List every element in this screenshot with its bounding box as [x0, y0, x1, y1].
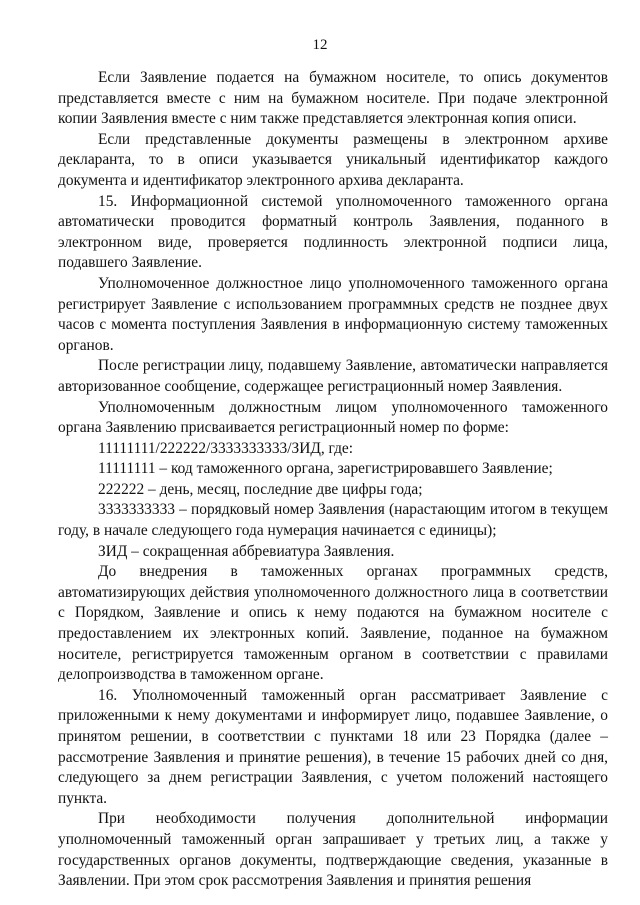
paragraph-additional-info: При необходимости получения дополнительной информации уполномоченный таможенный орган запрашивает у третьих лиц, а также у государственных органов документы, подтверждающие сведения, указанные в Заявлении. При этом срок рассмотрения Заявления и принятия решения: [58, 810, 608, 890]
paragraph-electronic-archive: Если представленные документы размещены в электронном архиве декларанта, то в описи указывается уникальный идентификатор каждого документа и идентификатор электронного архива декларанта.: [58, 130, 608, 189]
document-body: [58, 68, 608, 892]
paragraph-item-15: 15. Информационной системой уполномоченного таможенного органа автоматически проводится форматный контроль Заявления, поданного в электронном виде, проверяется подлинность электронной подписи лица, подавшего Заявление.: [58, 192, 608, 272]
paragraph-registration: Уполномоченное должностное лицо уполномоченного таможенного органа регистрирует Заявление с использованием программных средств не позднее двух часов с момента поступления Заявления в информационную систему таможенных органов.: [58, 274, 608, 354]
paragraph-date-code: 222222 – день, месяц, последние две цифры года;: [98, 480, 423, 498]
paragraph-number-format: 11111111/222222/3333333333/ЗИД, где:: [98, 439, 354, 457]
paragraph-notification: После регистрации лицу, подавшему Заявление, автоматически направляется авторизованное сообщение, содержащее регистрационный номер Заявления.: [58, 357, 608, 395]
paragraph-before-implementation: До внедрения в таможенных органах программных средств, автоматизирующих действия уполномоченного должностного лица в соответствии с Порядком, Заявление и опись к нему подаются на бумажном носителе с предоставлением их электронных копий. Заявление, поданное на бумажном носителе, регистрируется таможенным органом в соответствии с правилами делопроизводства в таможенном органе.: [58, 563, 608, 684]
page-number: 12: [312, 37, 328, 53]
paragraph-number-assignment: Уполномоченным должностным лицом уполномоченного таможенного органа Заявлению присваивается регистрационный номер по форме:: [58, 398, 608, 437]
paragraph-item-16: 16. Уполномоченный таможенный орган рассматривает Заявление с приложенными к нему документами и информирует лицо, подавшее Заявление, о принятом решении, в соответствии с пунктами 18 или 23 Порядка (далее – рассмотрение Заявления и принятие решения), в течение 15 рабочих дней со дня, следующего за днем регистрации Заявления, с учетом положений настоящего пункта.: [58, 686, 608, 807]
paragraph-inventory-paper: Если Заявление подается на бумажном носителе, то опись документов представляется вместе с ним на бумажном носителе. При подаче электронной копии Заявления вместе с ним также представляется электронная копия описи.: [58, 69, 608, 128]
paragraph-abbreviation: ЗИД – сокращенная аббревиатура Заявления.: [98, 542, 395, 560]
paragraph-sequence-number: 3333333333 – порядковый номер Заявления (нарастающим итогом в текущем году, в начале следующего года нумерация начинается с единицы);: [58, 501, 608, 540]
paragraph-customs-code: 11111111 – код таможенного органа, зарегистрировавшего Заявление;: [98, 460, 553, 478]
